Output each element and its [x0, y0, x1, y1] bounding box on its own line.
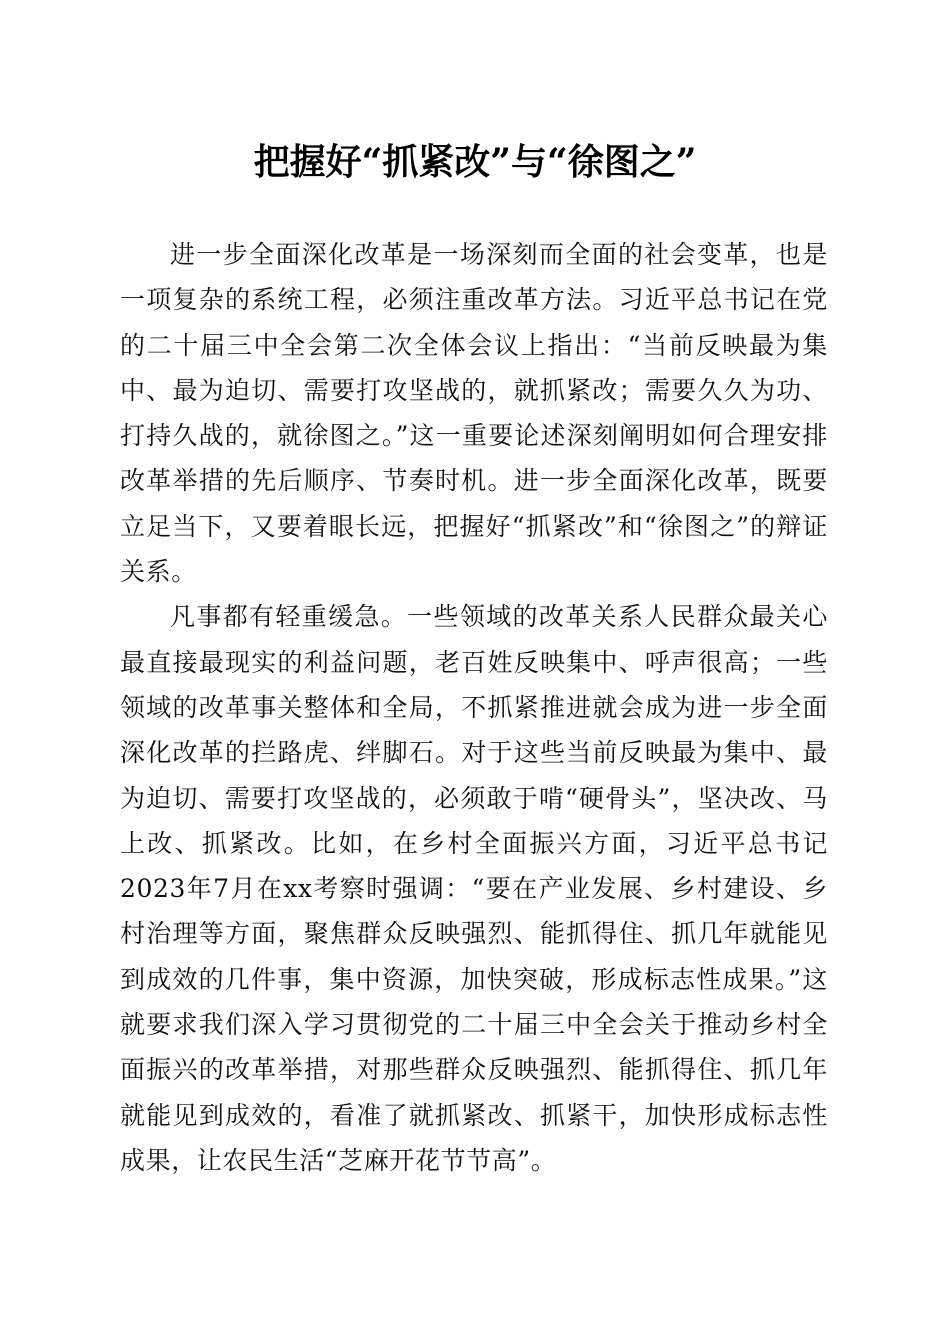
document-body	[120, 232, 828, 1183]
document-title: 把握好“抓紧改”与“徐图之”	[253, 141, 697, 183]
paragraph: 进一步全面深化改革是一场深刻而全面的社会变革，也是一项复杂的系统工程，必须注重改革方法。习近平总书记在党的二十届三中全会第二次全体会议上指出：“当前反映最为集中、最为迫切、需要打攻坚战的，就抓紧改；需要久久为功、打持久战的，就徐图之。”这一重要论述深刻阐明如何合理安排改革举措的先后顺序、节奏时机。进一步全面深化改革，既要立足当下，又要着眼长远，把握好“抓紧改”和“徐图之”的辩证关系。	[120, 240, 828, 587]
paragraph: 凡事都有轻重缓急。一些领域的改革关系人民群众最关心最直接最现实的利益问题，老百姓反映集中、呼声很高；一些领域的改革事关整体和全局，不抓紧推进就会成为进一步全面深化改革的拦路虎、绊脚石。对于这些当前反映最为集中、最为迫切、需要打攻坚战的，必须敢于啃“硬骨头”，坚决改、马上改、抓紧改。比如，在乡村全面振兴方面，习近平总书记2023年7月在xx考察时强调：“要在产业发展、乡村建设、乡村治理等方面，聚焦群众反映强烈、能抓得住、抓几年就能见到成效的几件事，集中资源，加快突破，形成标志性成果。”这就要求我们深入学习贯彻党的二十届三中全会关于推动乡村全面振兴的改革举措，对那些群众反映强烈、能抓得住、抓几年就能见到成效的，看准了就抓紧改、抓紧干，加快形成标志性成果，让农民生活“芝麻开花节节高”。	[120, 602, 828, 1175]
